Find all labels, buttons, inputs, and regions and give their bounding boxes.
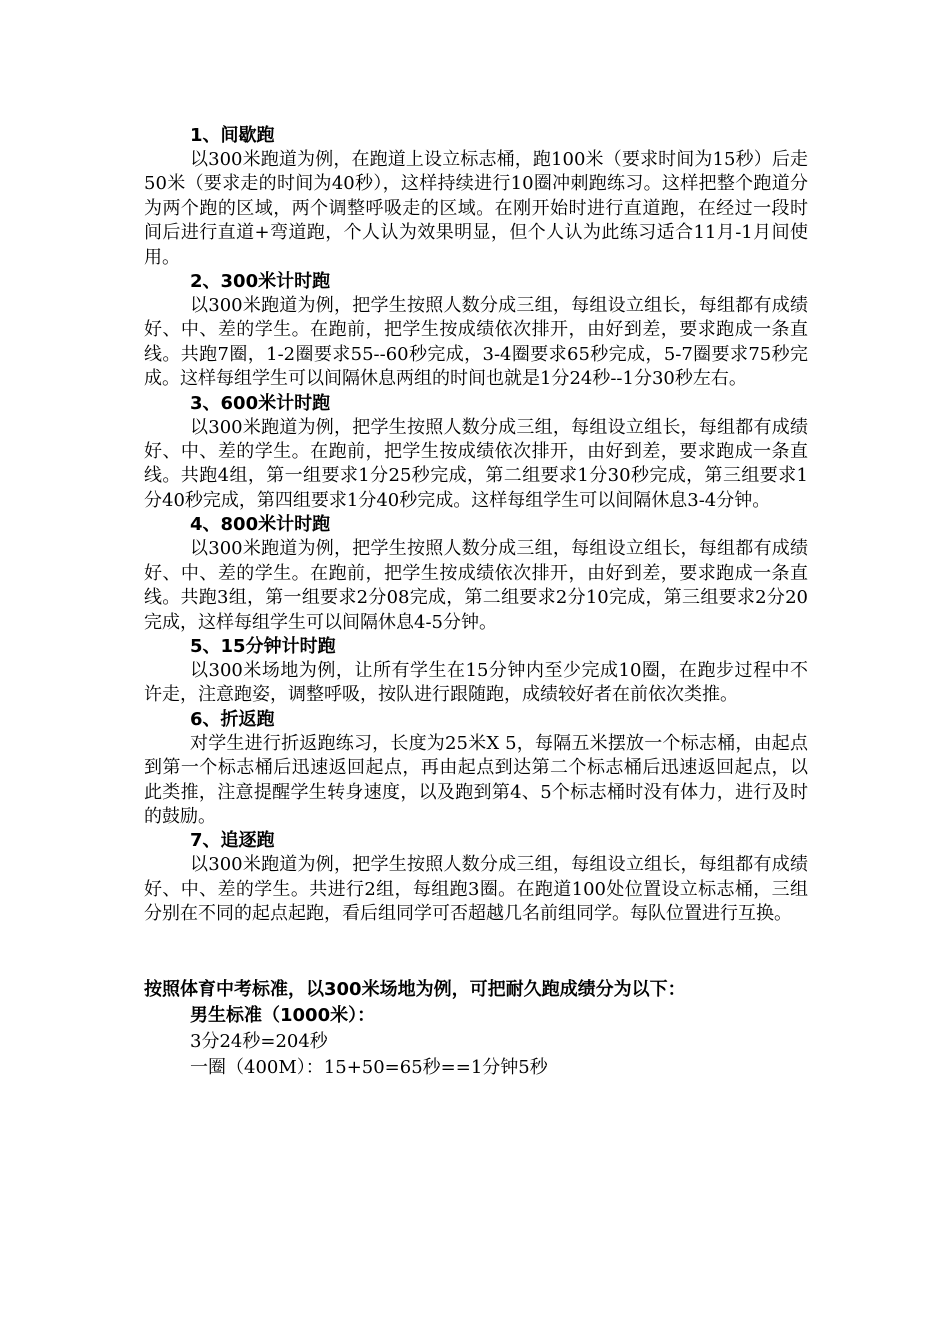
section-body: 以300米跑道为例，把学生按照人数分成三组，每组设立组长，每组都有成绩好、中、差的学生。共进行2组，每组跑3圈。在跑道100处位置设立标志桶，三组分别在不同的起点起跑，看后组同学可否超越几名前组同学。每队位置进行互换。 [144,854,808,925]
summary-line: 一圈（400M）：15+50=65秒==1分钟5秒 [190,1056,548,1078]
section-2 [144,270,808,392]
section-heading: 5、15分钟计时跑 [190,635,336,657]
section-body: 对学生进行折返跑练习，长度为25米X 5，每隔五米摆放一个标志桶，由起点到第一个标志桶后迅速返回起点，再由起点到达第二个标志桶后迅速返回起点，以此类推，注意提醒学生转身速度，以及跑到第4、5个标志桶时没有体力，进行及时的鼓励。 [144,732,808,827]
section-heading: 3、600米计时跑 [190,392,331,414]
section-body: 以300米跑道为例，把学生按照人数分成三组，每组设立组长，每组都有成绩好、中、差的学生。在跑前，把学生按成绩依次排开，由好到差，要求跑成一条直线。共跑7圈，1-2圈要求55--60秒完成，3-4圈要求65秒完成，5-7圈要求75秒完成。这样每组学生可以间隔休息两组的时间也就是1分24秒--1分30秒左右。 [144,295,808,390]
summary-block [144,977,808,1081]
summary-intro: 按照体育中考标准，以300米场地为例，可把耐久跑成绩分为以下： [144,978,686,1000]
section-5 [144,635,808,708]
section-7 [144,829,808,926]
section-6 [144,708,808,830]
summary-line: 3分24秒=204秒 [190,1030,328,1052]
document-page [144,124,808,1081]
section-heading: 2、300米计时跑 [190,271,331,293]
section-body: 以300米场地为例，让所有学生在15分钟内至少完成10圈，在跑步过程中不许走，注意跑姿，调整呼吸，按队进行跟随跑，成绩较好者在前依次类推。 [144,659,808,706]
section-body: 以300米跑道为例，把学生按照人数分成三组，每组设立组长，每组都有成绩好、中、差的学生。在跑前，把学生按成绩依次排开，由好到差，要求跑成一条直线。共跑4组，第一组要求1分25秒完成，第二组要求1分30秒完成，第三组要求1分40秒完成，第四组要求1分40秒完成。这样每组学生可以间隔休息3-4分钟。 [144,416,808,511]
spacer [144,927,808,977]
section-4 [144,513,808,635]
section-heading: 6、折返跑 [190,708,275,730]
section-body: 以300米跑道为例，把学生按照人数分成三组，每组设立组长，每组都有成绩好、中、差的学生。在跑前，把学生按成绩依次排开，由好到差，要求跑成一条直线。共跑3组，第一组要求2分08完成，第二组要求2分10完成，第三组要求2分20完成，这样每组学生可以间隔休息4-5分钟。 [144,538,808,633]
summary-subheading: 男生标准（1000米）： [190,1004,376,1026]
section-heading: 7、追逐跑 [190,830,275,852]
section-body: 以300米跑道为例，在跑道上设立标志桶，跑100米（要求时间为15秒）后走50米（要求走的时间为40秒），这样持续进行10圈冲刺跑练习。这样把整个跑道分为两个跑的区域，两个调整呼吸走的区域。在刚开始时进行直道跑，在经过一段时间后进行直道+弯道跑，个人认为效果明显，但个人认为此练习适合11月-1月间使用。 [144,149,808,268]
section-heading: 1、间歇跑 [190,125,275,146]
section-1 [144,124,808,270]
section-3 [144,392,808,514]
section-heading: 4、800米计时跑 [190,514,331,536]
